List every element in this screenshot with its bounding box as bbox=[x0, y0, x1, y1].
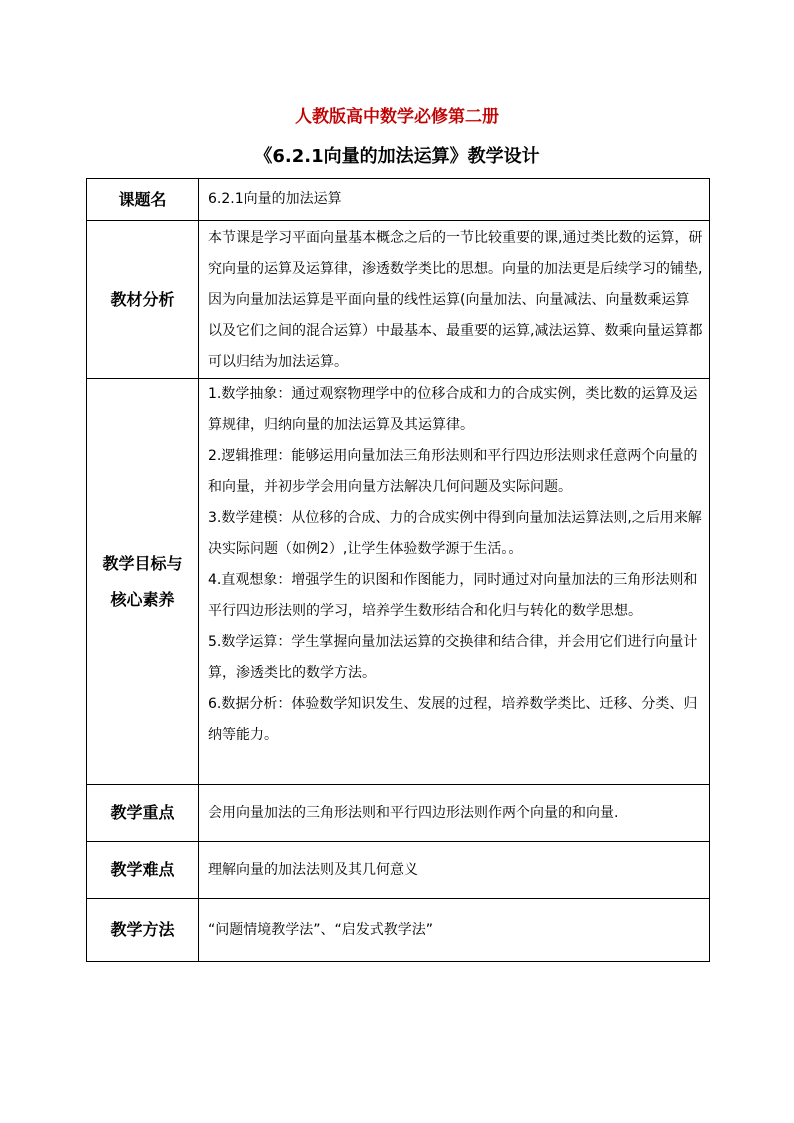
key-points-text: 会用向量加法的三角形法则和平行四边形法则作两个向量的和向量. bbox=[199, 785, 710, 842]
difficulties-text: 理解向量的加法法则及其几何意义 bbox=[199, 842, 710, 899]
table-row-material-analysis bbox=[87, 221, 710, 379]
goals-label-line-1: 教学目标与 bbox=[102, 553, 183, 573]
goal-item: 5.数学运算：学生掌握向量加法运算的交换律和结合律，并会用它们进行向量计算，渗透类比的数学方法。 bbox=[208, 634, 698, 681]
difficulties-label: 教学难点 bbox=[87, 842, 199, 899]
goal-item: 3.数学建模：从位移的合成、力的合成实例中得到向量加法运算法则,之后用来解决实际问题（如例2）,让学生体验数学源于生活。。 bbox=[208, 510, 702, 557]
document-title: 《6.2.1向量的加法运算》教学设计 bbox=[254, 146, 540, 167]
material-analysis-text: 本节课是学习平面向量基本概念之后的一节比较重要的课,通过类比数的运算，研究向量的运算及运算律，渗透数学类比的思想。向量的加法更是后续学习的铺垫,因为向量加法运算是平面向量的线性运算(向量加法、向量减法、向量数乘运算以及它们之间的混合运算）中最基本、最重要的运算,减法运算、数乘向量运算都可以归结为加法运算。 bbox=[199, 221, 710, 379]
table-row-difficulties bbox=[87, 842, 710, 899]
goals-label-line-2: 核心素养 bbox=[110, 589, 175, 609]
goal-item: 2.逻辑推理：能够运用向量加法三角形法则和平行四边形法则求任意两个向量的和向量，并初步学会用向量方法解决几何问题及实际问题。 bbox=[208, 448, 698, 495]
lesson-plan-table bbox=[86, 178, 710, 962]
key-points-label: 教学重点 bbox=[87, 785, 199, 842]
methods-label: 教学方法 bbox=[87, 899, 199, 962]
topic-label: 课题名 bbox=[87, 179, 199, 221]
table-row-methods bbox=[87, 899, 710, 962]
methods-text: “问题情境教学法”、“启发式教学法” bbox=[199, 899, 710, 962]
goal-item: 1.数学抽象：通过观察物理学中的位移合成和力的合成实例，类比数的运算及运算规律，归纳向量的加法运算及其运算律。 bbox=[208, 386, 698, 433]
goal-item: 6.数据分析：体验数学知识发生、发展的过程，培养数学类比、迁移、分类、归纳等能力。 bbox=[208, 696, 698, 743]
topic-value: 6.2.1向量的加法运算 bbox=[199, 179, 710, 221]
table-row-topic bbox=[87, 179, 710, 221]
material-analysis-label: 教材分析 bbox=[87, 221, 199, 379]
goal-item: 4.直观想象：增强学生的识图和作图能力，同时通过对向量加法的三角形法则和平行四边形法则的学习，培养学生数形结合和化归与转化的数学思想。 bbox=[208, 572, 698, 619]
table-row-goals bbox=[87, 379, 710, 785]
table-row-key-points bbox=[87, 785, 710, 842]
goals-content bbox=[199, 379, 710, 785]
series-title: 人教版高中数学必修第二册 bbox=[295, 107, 499, 127]
goals-label bbox=[87, 379, 199, 785]
